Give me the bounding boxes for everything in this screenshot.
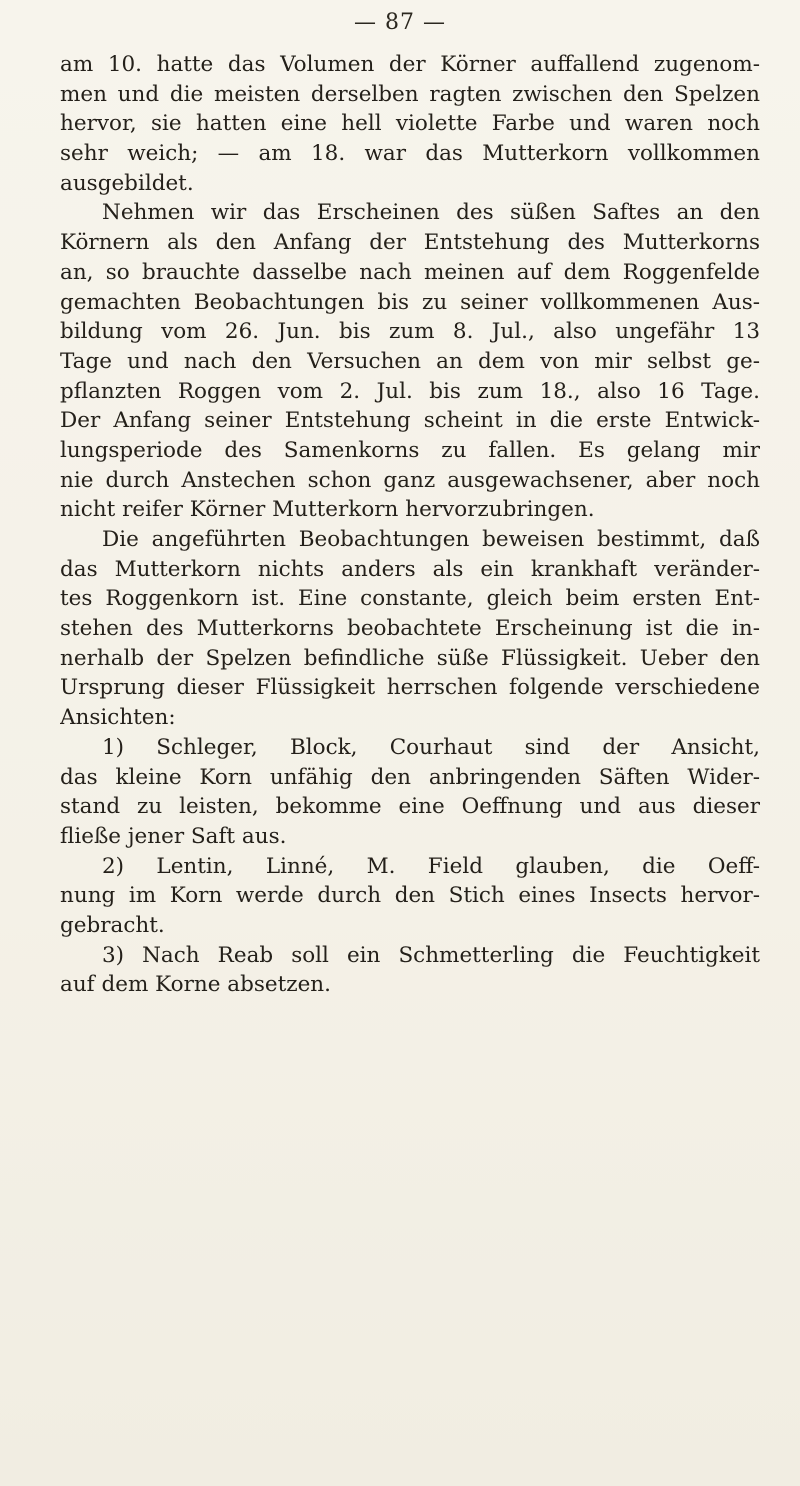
text-line: Tage und nach den Versuchen an dem von mir selbst ge- xyxy=(60,348,760,374)
text-line: pflanzten Roggen vom 2. Jul. bis zum 18., also 16 Tage. xyxy=(60,378,760,404)
text-line: fließe jener Saft aus. xyxy=(60,823,287,849)
text-line: 2) Lentin, Linné, M. Field glauben, die Oeff- xyxy=(102,853,760,879)
text-line: auf dem Korne absetzen. xyxy=(60,972,331,998)
text-line: gemachten Beobachtungen bis zu seiner vollkommenen Aus- xyxy=(60,289,760,315)
text-line: tes Roggenkorn ist. Eine constante, gleich beim ersten Ent- xyxy=(60,586,760,612)
text-line: das Mutterkorn nichts anders als ein krankhaft veränder- xyxy=(60,556,760,582)
text-line: nie durch Anstechen schon ganz ausgewachsener, aber noch xyxy=(60,467,760,493)
text-line: stehen des Mutterkorns beobachtete Erscheinung ist die in- xyxy=(60,616,760,642)
text-line: stand zu leisten, bekomme eine Oeffnung und aus dieser xyxy=(60,794,760,820)
text-line: sehr weich; — am 18. war das Mutterkorn vollkommen xyxy=(60,141,760,167)
body-text xyxy=(60,50,760,1000)
text-line: 3) Nach Reab soll ein Schmetterling die Feuchtigkeit xyxy=(102,942,760,968)
text-line: das kleine Korn unfähig den anbringenden Säften Wider- xyxy=(60,764,760,790)
text-line: hervor, sie hatten eine hell violette Farbe und waren noch xyxy=(60,111,760,137)
text-line: gebracht. xyxy=(60,912,165,938)
text-line: Die angeführten Beobachtungen beweisen bestimmt, daß xyxy=(102,527,760,552)
text-line: Nehmen wir das Erscheinen des süßen Saftes an den xyxy=(102,200,760,226)
text-line: bildung vom 26. Jun. bis zum 8. Jul., also ungefähr 13 xyxy=(60,319,760,345)
text-line: Ursprung dieser Flüssigkeit herrschen folgende verschiedene xyxy=(60,675,760,701)
text-line: Der Anfang seiner Entstehung scheint in die erste Entwick- xyxy=(60,408,760,434)
text-line: Ansichten: xyxy=(60,705,176,731)
text-line: 1) Schleger, Block, Courhaut sind der Ansicht, xyxy=(102,734,760,760)
text-line: lungsperiode des Samenkorns zu fallen. Es gelang mir xyxy=(60,437,760,463)
text-line: Körnern als den Anfang der Entstehung des Mutterkorns xyxy=(60,230,760,256)
text-line: ausgebildet. xyxy=(60,170,194,196)
page-number: — 87 — xyxy=(354,10,446,35)
text-line: men und die meisten derselben ragten zwischen den Spelzen xyxy=(60,81,760,107)
text-line: am 10. hatte das Volumen der Körner auffallend zugenom- xyxy=(60,52,760,77)
text-line: nung im Korn werde durch den Stich eines Insects hervor- xyxy=(60,883,760,909)
text-line: nerhalb der Spelzen befindliche süße Flüssigkeit. Ueber den xyxy=(60,645,760,671)
text-line: an, so brauchte dasselbe nach meinen auf dem Roggenfelde xyxy=(60,259,760,285)
text-line: nicht reifer Körner Mutterkorn hervorzubringen. xyxy=(60,497,595,523)
